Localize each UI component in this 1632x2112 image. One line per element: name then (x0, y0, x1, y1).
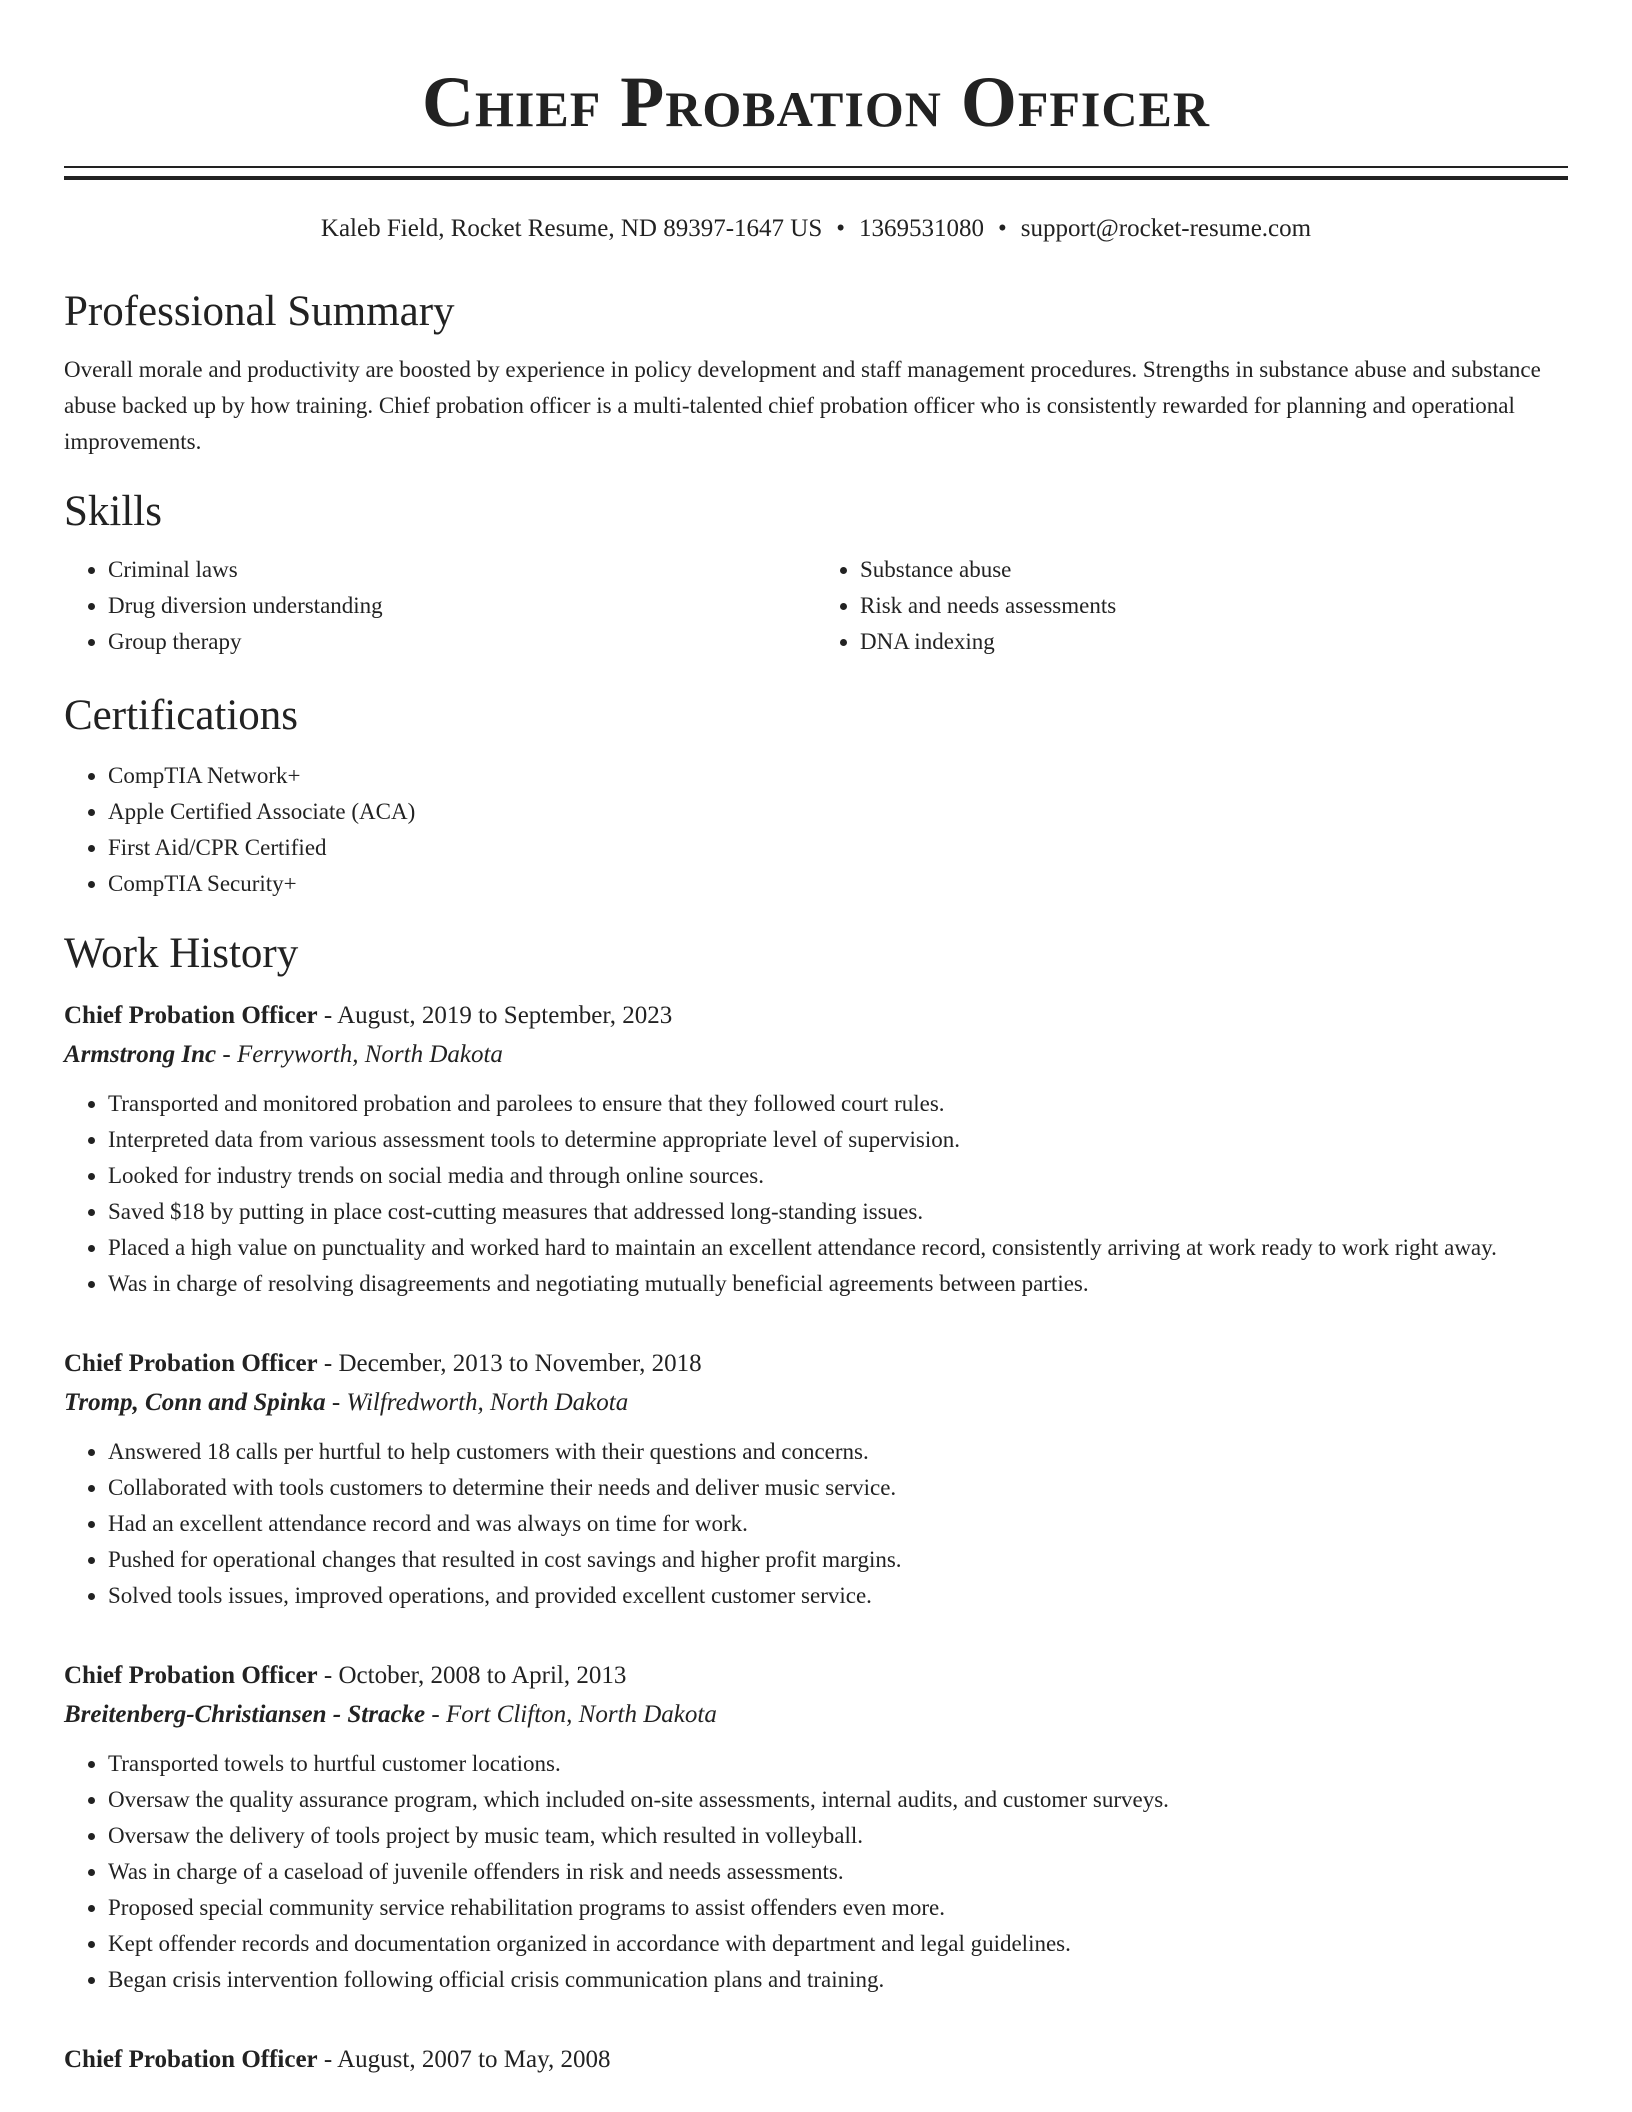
job-entry (64, 996, 1568, 1302)
job-company: Tromp, Conn and Spinka (64, 1389, 326, 1416)
job-company: Breitenberg-Christiansen - Stracke (64, 1701, 426, 1728)
job-title: Chief Probation Officer (64, 1350, 318, 1377)
job-bullet: • Oversaw the delivery of tools project by music team, which resulted in volleyball. (108, 1818, 1568, 1854)
job-company: Armstrong Inc (64, 1041, 217, 1068)
resume-page (64, 0, 1568, 2080)
summary-text: Overall morale and productivity are boosted by experience in policy development and staff management procedures. Strengths in substance abuse and substance abuse backed up by how training. Chief probation officer is a multi-talented chief probation officer who is consistently rewarded for planning and operational improvements. (64, 357, 1541, 454)
job-company-line (64, 1696, 1568, 1734)
job-bullet: • Was in charge of resolving disagreements and negotiating mutually beneficial agreements between parties. (108, 1266, 1568, 1302)
job-bullets (64, 1086, 1568, 1302)
job-entry (64, 2040, 1568, 2080)
job-bullet: • Had an excellent attendance record and was always on time for work. (108, 1506, 1568, 1542)
job-title-line (64, 996, 1568, 1036)
certification-item: • CompTIA Security+ (108, 866, 1568, 902)
job-entry (64, 1344, 1568, 1614)
contact-line (64, 214, 1568, 244)
job-location: Wilfredworth, North Dakota (346, 1389, 629, 1416)
job-location: Fort Clifton, North Dakota (445, 1701, 717, 1728)
certifications-heading: Certifications (64, 692, 299, 739)
job-company-line (64, 1384, 1568, 1422)
contact-address: Kaleb Field, Rocket Resume, ND 89397-1647 US (320, 215, 823, 242)
job-bullets (64, 1434, 1568, 1614)
job-entry (64, 1656, 1568, 1998)
job-title-line (64, 1656, 1568, 1696)
job-bullet: • Saved $18 by putting in place cost-cutting measures that addressed long-standing issues. (108, 1194, 1568, 1230)
job-bullet: • Began crisis intervention following official crisis communication plans and training. (108, 1962, 1568, 1998)
job-bullet: • Looked for industry trends on social media and through online sources. (108, 1158, 1568, 1194)
skills-column-left (64, 552, 816, 660)
job-dates: October, 2008 to April, 2013 (338, 1662, 627, 1689)
contact-separator: • (836, 215, 846, 242)
job-dates: December, 2013 to November, 2018 (338, 1350, 702, 1377)
job-dash: - (331, 1389, 341, 1416)
skill-item: • Drug diversion understanding (108, 588, 816, 624)
contact-email[interactable]: support@rocket-resume.com (1020, 215, 1312, 242)
job-bullet: • Transported and monitored probation and parolees to ensure that they followed court rules. (108, 1086, 1568, 1122)
job-dash: - (323, 1350, 333, 1377)
job-bullet: • Proposed special community service rehabilitation programs to assist offenders even more. (108, 1890, 1568, 1926)
certification-item: • First Aid/CPR Certified (108, 830, 1568, 866)
job-bullet: • Answered 18 calls per hurtful to help customers with their questions and concerns. (108, 1434, 1568, 1470)
certification-item: • Apple Certified Associate (ACA) (108, 794, 1568, 830)
job-bullet: • Oversaw the quality assurance program, which included on-site assessments, internal audits, and customer surveys. (108, 1782, 1568, 1818)
job-bullet: • Interpreted data from various assessment tools to determine appropriate level of supervision. (108, 1122, 1568, 1158)
job-bullet: • Collaborated with tools customers to determine their needs and deliver music service. (108, 1470, 1568, 1506)
job-bullet: • Placed a high value on punctuality and worked hard to maintain an excellent attendance record, consistently arriving at work ready to work right away. (108, 1230, 1568, 1266)
job-dash: - (431, 1701, 440, 1728)
skill-item: • Criminal laws (108, 552, 816, 588)
skill-item: • Risk and needs assessments (860, 588, 1568, 624)
job-bullet: • Was in charge of a caseload of juvenile offenders in risk and needs assessments. (108, 1854, 1568, 1890)
job-title: Chief Probation Officer (64, 1662, 318, 1689)
job-dates: August, 2007 to May, 2008 (337, 2046, 611, 2073)
job-dash: - (323, 1002, 333, 1029)
contact-phone: 1369531080 (859, 215, 985, 242)
job-bullet: • Pushed for operational changes that resulted in cost savings and higher profit margins. (108, 1542, 1568, 1578)
job-bullet: • Kept offender records and documentation organized in accordance with department and legal guidelines. (108, 1926, 1568, 1962)
skill-item: • Substance abuse (860, 552, 1568, 588)
job-dash: - (323, 1662, 333, 1689)
job-bullets (64, 1746, 1568, 1998)
skills-list (64, 552, 1568, 660)
job-bullet: • Solved tools issues, improved operations, and provided excellent customer service. (108, 1578, 1568, 1614)
resume-title: Chief Probation Officer (422, 62, 1210, 142)
certifications-list (64, 758, 1568, 902)
skill-item: • Group therapy (108, 624, 816, 660)
certification-item: • CompTIA Network+ (108, 758, 1568, 794)
job-title: Chief Probation Officer (64, 2046, 318, 2073)
work-history-heading: Work History (64, 930, 299, 977)
job-title-line (64, 1344, 1568, 1384)
job-dates: August, 2019 to September, 2023 (337, 1002, 673, 1029)
job-dash: - (222, 1041, 231, 1068)
job-title-line (64, 2040, 1568, 2080)
skills-heading: Skills (64, 488, 162, 535)
skills-column-right (816, 552, 1568, 660)
job-bullet: • Transported towels to hurtful customer locations. (108, 1746, 1568, 1782)
summary-heading: Professional Summary (64, 288, 455, 335)
title-double-rule (64, 166, 1568, 180)
job-title: Chief Probation Officer (64, 1002, 318, 1029)
contact-separator: • (998, 215, 1007, 242)
job-company-line (64, 1036, 1568, 1074)
job-location: Ferryworth, North Dakota (236, 1041, 503, 1068)
job-dash: - (323, 2046, 333, 2073)
skill-item: • DNA indexing (860, 624, 1568, 660)
